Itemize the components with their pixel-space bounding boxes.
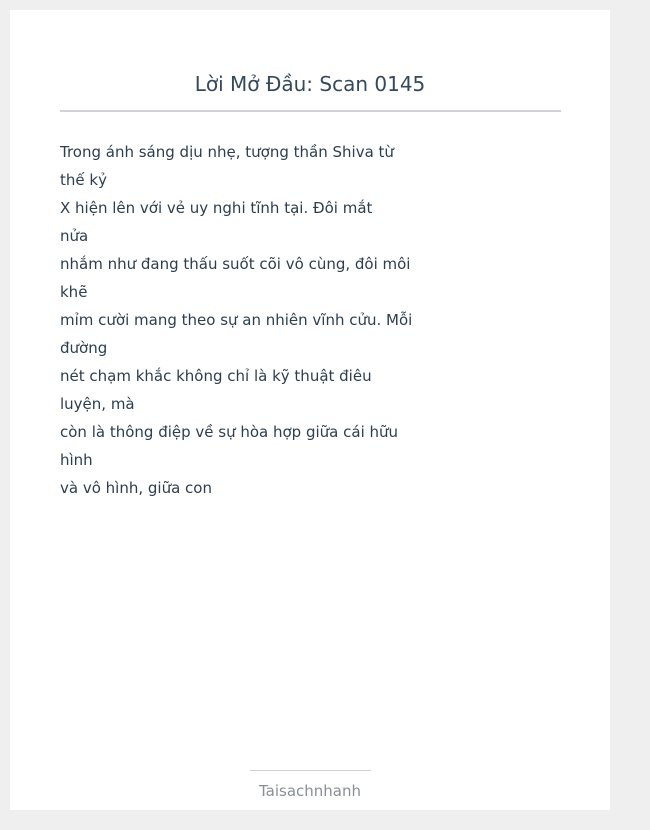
body-line: nét chạm khắc không chỉ là kỹ thuật điêu: [60, 367, 372, 385]
body-line: luyện, mà: [60, 395, 135, 413]
document-page: [10, 10, 610, 810]
body-line: mỉm cười mang theo sự an nhiên vĩnh cửu. Mỗi: [60, 311, 413, 329]
footer-text: Taisachnhanh: [258, 782, 362, 800]
title-divider: [60, 110, 561, 112]
body-line: X hiện lên với vẻ uy nghi tĩnh tại. Đôi mắt: [60, 199, 373, 217]
body-line: hình: [60, 451, 93, 469]
body-line: khẽ: [60, 283, 88, 301]
body-line: còn là thông điệp về sự hòa hợp giữa cái hữu: [60, 423, 399, 441]
body-text: [60, 138, 413, 502]
page-title: Lời Mở Đầu: Scan 0145: [194, 72, 426, 96]
body-line: thế kỷ: [60, 171, 107, 189]
body-line: nửa: [60, 227, 89, 245]
body-line: Trong ánh sáng dịu nhẹ, tượng thần Shiva từ: [60, 143, 394, 161]
body-line: đường: [60, 339, 108, 357]
body-line: và vô hình, giữa con: [60, 479, 212, 497]
body-line: nhắm như đang thấu suốt cõi vô cùng, đôi môi: [60, 255, 411, 273]
footer-divider: [250, 770, 371, 771]
